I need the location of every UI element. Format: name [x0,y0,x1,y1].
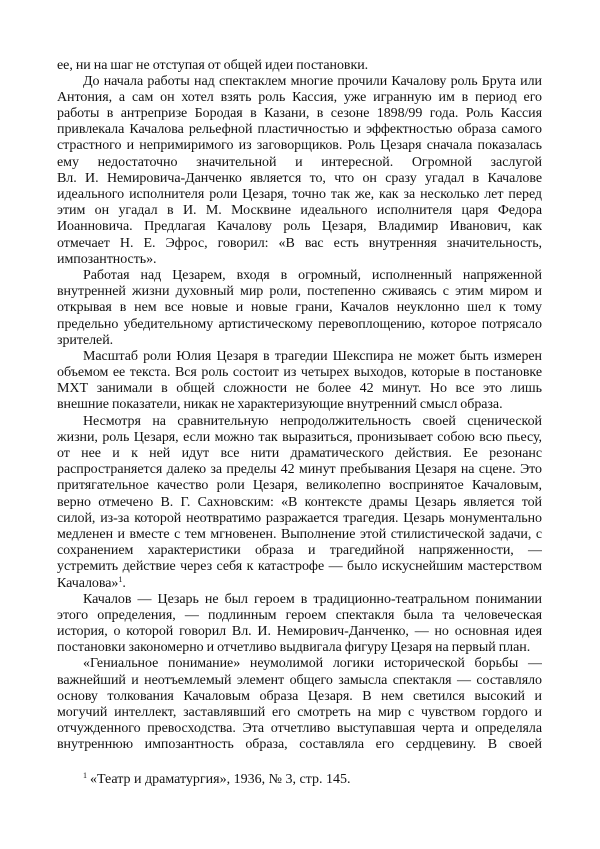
text-line: постановки закономерно и отчетливо выдвигала фигуру Цезаря на первый план. [57,640,531,656]
text-line: Качалов — Цезарь не был героем в традиционно-театральном понимании [83,591,542,607]
text-line [57,576,542,592]
text-line: Вл. И. Немировича-Данченко является то, что он сразу угадал в Качалове [57,170,542,186]
text-line: Антония, а сам он хотел взять роль Кассия, уже игранную им в период его [57,89,542,105]
text-line: важнейший и неотъемлемый элемент общего замысла спектакля — составляло [57,672,542,688]
text-line: Работая над Цезарем, входя в огромный, исполненный напряженной [83,267,542,283]
text-line: работы в антрепризе Бородая в Казани, в сезоне 1898/99 года. Роль Кассия [57,106,542,122]
paragraph [57,58,542,74]
text-line: «Гениальное понимание» неумолимой логики исторической борьбы — [83,656,542,672]
text-line: привлекала Качалова рельефной пластичностью и эффектностью образа самого [57,122,542,138]
text-line: этого определения, — подлинным героем спектакля была та человеческая [57,607,542,623]
text-line: внутренней жизни духовный мир роли, постепенно сживаясь с этим миром и [57,284,542,300]
footnote-reference[interactable]: 1 [118,575,123,584]
paragraph [57,74,542,268]
text-line: страстного и непримиримого из заговорщиков. Роль Цезаря сначала показалась [57,138,542,154]
footnote [83,772,350,788]
text-line: верно отмечено В. Г. Сахновским: «В контексте драмы Цезарь является той [57,494,542,510]
paragraph [57,414,542,592]
text-line: объемом ее текста. Вся роль состоит из четырех выходов, которые в постановке [57,365,542,381]
text-line: ему недостаточно значительной и интересной. Огромной заслугой [57,154,542,170]
paragraph [57,592,542,657]
text-line: внешние показатели, никак не характеризующие внутренний смысл образа. [57,397,503,413]
text-fragment: Качалова» [57,575,119,591]
text-line: отмечает Н. Е. Эфрос, говорил: «В вас есть внутренняя значительность, [57,235,542,251]
text-line: идеального исполнителя роли Цезаря, точно так же, как за несколько лет перед [57,187,542,202]
paragraph [57,656,542,753]
text-line: зрителей. [57,332,114,348]
paragraph [57,268,542,349]
text-line: МХТ занимали в общей сложности не более 42 минут. Но все это лишь [57,381,542,397]
text-line: притягательное качество роли Цезаря, великолепно воспринятое Качаловым, [57,478,542,494]
text-line: от нее и к ней идут все нити драматического действия. Ее резонанс [57,446,542,461]
text-line: сохранением характеристики образа и трагедийной напряженности, — [57,543,542,559]
text-line: силой, из-за которой неотвратимо разражается трагедия. Цезарь монументально [57,510,542,526]
paragraph [57,349,542,414]
text-line: внутреннюю импозантность образа, составляла его сердцевину. В своей [57,737,542,753]
text-line: предельно убедительному артистическому перевоплощению, которое потрясало [57,316,542,332]
text-line: отчужденного превосходства. Эта отчетливо выступавшая черта и определяла [57,721,542,737]
text-line: ее, ни на шаг не отступая от общей идеи постановки. [57,57,369,73]
text-line: До начала работы над спектаклем многие прочили Качалову роль Брута или [83,73,542,89]
text-line: медленен и вместе с тем мгновенен. Выполнение этой стилистической задачи, с [57,526,542,542]
text-line: импозантность». [57,251,157,267]
text-line: могучий интеллект, заставлявший его смотреть на мир с чувством гордого и [57,705,542,720]
text-line: основу толкования Качаловым образа Цезаря. В нем светился высокий и [57,688,542,704]
text-line: распространяется далеко за пределы 42 минут пребывания Цезаря на сцене. Это [57,462,542,478]
text-line: Иоанновича. Предлагая Качалову роль Цезаря, Владимир Иванович, как [57,219,542,235]
text-line: открывая в нем все новые и новые грани, Качалов неуклонно шел к тому [57,300,542,316]
text-line: Масштаб роли Юлия Цезаря в трагедии Шекспира не может быть измерен [83,348,542,364]
footnote-text: «Театр и драматургия», 1936, № 3, стр. 145. [90,772,351,787]
body-text [57,58,542,754]
text-line: устремить действие через себя к катастрофе — было искуснейшим мастерством [57,559,542,575]
text-line: Несмотря на сравнительную непродолжительность своей сценической [83,413,542,429]
text-line: жизни, роль Цезаря, если можно так выразиться, пронизывает собою всю пьесу, [57,429,542,445]
text-fragment: . [122,575,126,591]
text-line: этим он угадал в И. М. Москвине идеального исполнителя царя Федора [57,203,542,219]
footnote-marker: 1 [83,771,87,780]
text-line: история, о которой говорил Вл. И. Немирович-Данченко, — но основная идея [57,624,542,640]
